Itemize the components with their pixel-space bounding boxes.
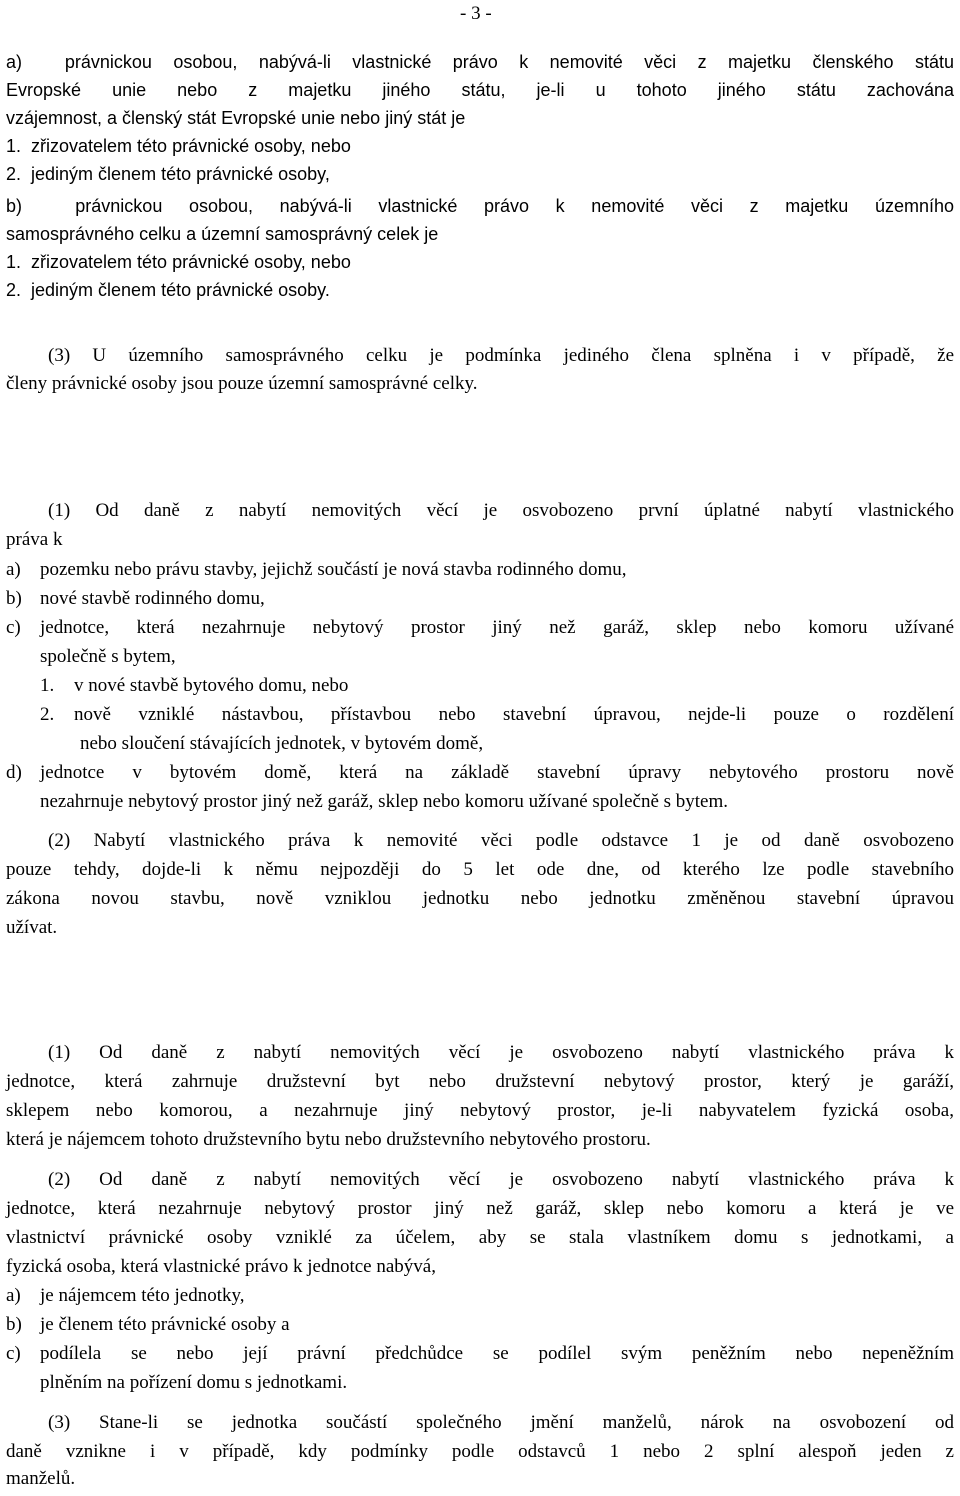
paragraph-line: (1) Od daně z nabytí nemovitých věcí je osvobozeno nabytí vlastnického práva k: [48, 1042, 954, 1063]
text-line: b) právnickou osobou, nabývá-li vlastnické právo k nemovité věci z majetku územního: [6, 196, 954, 216]
text-line: 2. jediným členem této právnické osoby.: [6, 280, 330, 300]
list-marker: c): [6, 617, 21, 638]
list-item-text: pozemku nebo právu stavby, jejichž součástí je nová stavba rodinného domu,: [40, 559, 627, 580]
list-item-text: nebo sloučení stávajících jednotek, v bytovém domě,: [80, 733, 484, 754]
list-marker: b): [6, 1314, 22, 1335]
list-item-text: nezahrnuje nebytový prostor jiný než garáž, sklep nebo komoru užívané společně s bytem.: [40, 791, 729, 812]
paragraph-line: sklepem nebo komorou, a nezahrnuje jiný nebytový prostor, je-li nabyvatelem fyzická osoba,: [6, 1100, 954, 1121]
paragraph-line: pouze tehdy, dojde-li k němu nejpozději do 5 let ode dne, od kterého lze podle stavebního: [6, 859, 954, 880]
list-marker: a): [6, 1285, 21, 1306]
paragraph-line: fyzická osoba, která vlastnické právo k jednotce nabývá,: [6, 1256, 436, 1277]
list-marker: 1.: [40, 675, 55, 696]
paragraph-line: členy právnické osoby jsou pouze územní samosprávné celky.: [6, 373, 478, 394]
paragraph-line: (2) Od daně z nabytí nemovitých věcí je osvobozeno nabytí vlastnického práva k: [48, 1169, 954, 1190]
paragraph-line: (2) Nabytí vlastnického práva k nemovité věci podle odstavce 1 je od daně osvobozeno: [48, 830, 954, 851]
list-item-text: je nájemcem této jednotky,: [40, 1285, 245, 1306]
list-marker: 2.: [40, 704, 55, 725]
text-line: a) právnickou osobou, nabývá-li vlastnické právo k nemovité věci z majetku členského státu: [6, 52, 954, 72]
list-item-text: plněním na pořízení domu s jednotkami.: [40, 1372, 348, 1393]
list-item-text: v nové stavbě bytového domu, nebo: [74, 675, 349, 696]
list-item-text: nově vzniklé nástavbou, přístavbou nebo stavební úpravou, nejde-li pouze o rozdělení: [74, 704, 954, 725]
list-item-text: společně s bytem,: [40, 646, 176, 667]
paragraph-line: manželů.: [6, 1468, 76, 1489]
paragraph-line: (1) Od daně z nabytí nemovitých věcí je osvobozeno první úplatné nabytí vlastnického: [48, 500, 954, 521]
list-marker: a): [6, 559, 21, 580]
paragraph-line: (3) Stane-li se jednotka součástí společného jmění manželů, nárok na osvobození od: [48, 1412, 954, 1433]
paragraph-line: jednotce, která zahrnuje družstevní byt nebo družstevní nebytový prostor, který je garáží,: [6, 1071, 954, 1092]
text-line: vzájemnost, a členský stát Evropské unie nebo jiný stát je: [6, 108, 466, 128]
paragraph-line: vlastnictví právnické osoby vzniklé za účelem, aby se stala vlastníkem domu s jednotkami, a: [6, 1227, 954, 1248]
list-marker: c): [6, 1343, 21, 1364]
list-marker: d): [6, 762, 22, 783]
paragraph-line: která je nájemcem tohoto družstevního bytu nebo družstevního nebytového prostoru.: [6, 1129, 651, 1150]
paragraph-line: zákona novou stavbu, nově vzniklou jednotku nebo jednotku změněnou stavební úpravou: [6, 888, 954, 909]
list-item-text: je členem této právnické osoby a: [40, 1314, 290, 1335]
paragraph-line: jednotce, která nezahrnuje nebytový prostor jiný než garáž, sklep nebo komoru a která je ve: [6, 1198, 954, 1219]
paragraph-line: užívat.: [6, 917, 58, 938]
list-item-text: jednotce v bytovém domě, která na základě stavební úpravy nebytového prostoru nově: [40, 762, 954, 783]
page-number: - 3 -: [460, 3, 492, 24]
list-marker: b): [6, 588, 22, 609]
paragraph-line: práva k: [6, 529, 63, 550]
paragraph-line: daně vznikne i v případě, kdy podmínky podle odstavců 1 nebo 2 splní alespoň jeden z: [6, 1441, 954, 1462]
text-line: 2. jediným členem této právnické osoby,: [6, 164, 330, 184]
list-item-text: podílela se nebo její právní předchůdce se podílel svým peněžním nebo nepeněžním: [40, 1343, 954, 1364]
text-line: samosprávného celku a územní samosprávný celek je: [6, 224, 439, 244]
paragraph-line: (3) U územního samosprávného celku je podmínka jediného člena splněna i v případě, že: [48, 345, 954, 366]
list-item-text: jednotce, která nezahrnuje nebytový prostor jiný než garáž, sklep nebo komoru užívané: [40, 617, 954, 638]
text-line: 1. zřizovatelem této právnické osoby, nebo: [6, 136, 351, 156]
text-line: 1. zřizovatelem této právnické osoby, nebo: [6, 252, 351, 272]
list-item-text: nové stavbě rodinného domu,: [40, 588, 265, 609]
text-line: Evropské unie nebo z majetku jiného státu, je-li u tohoto jiného státu zachována: [6, 80, 954, 100]
